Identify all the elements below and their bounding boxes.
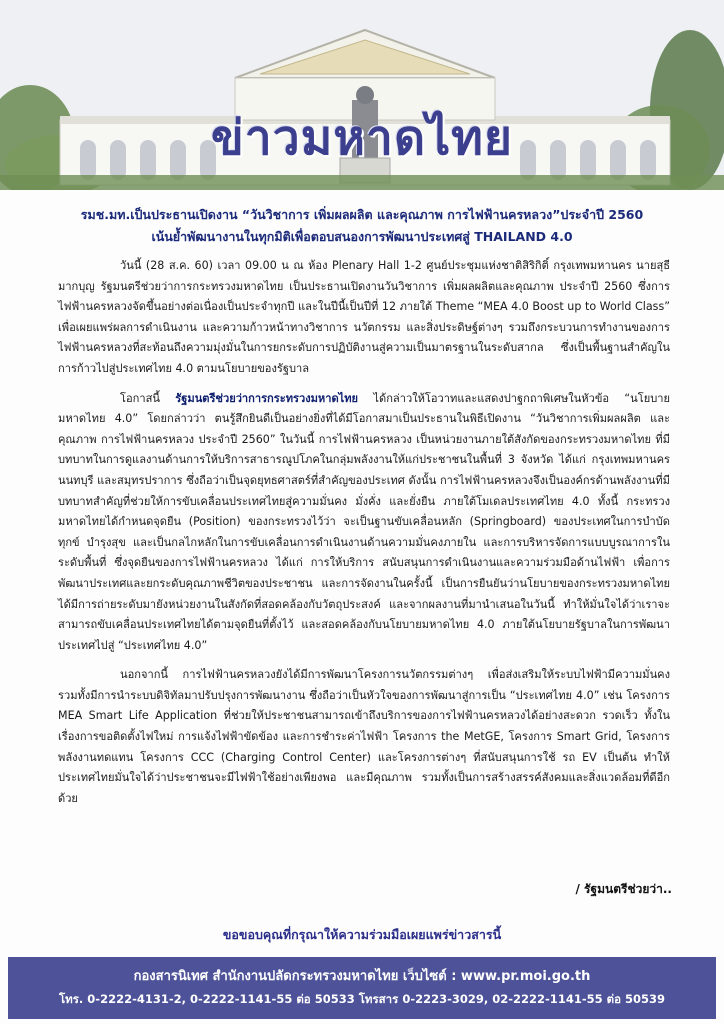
headline-line-2: เน้นย้ำพัฒนางานในทุกมิติเพื่อตอบสนองการพัฒนาประเทศสู่ THAILAND 4.0 bbox=[151, 229, 573, 244]
news-headline bbox=[30, 204, 694, 248]
paragraph-2-lead: โอกาสนี้ bbox=[120, 391, 176, 405]
paragraph-2 bbox=[58, 389, 670, 657]
footer-office-website: กองสารนิเทศ สำนักงานปลัดกระทรวงมหาดไทย เว็บไซต์ : www.pr.moi.go.th bbox=[133, 969, 591, 984]
headline-line-1: รมช.มท.เป็นประธานเปิดงาน “วันวิชาการ เพิ่มผลผลิต และคุณภาพ การไฟฟ้านครหลวง”ประจำปี 2560 bbox=[80, 207, 644, 222]
paragraph-2-emphasis: รัฐมนตรีช่วยว่าการกระทรวงมหาดไทย bbox=[175, 391, 359, 405]
paragraph-1: วันนี้ (28 ส.ค. 60) เวลา 09.00 น ณ ห้อง Plenary Hall 1-2 ศูนย์ประชุมแห่งชาติสิริกิติ์ กรุงเทพมหานคร นายสุธี มากบุญ รัฐมนตรีช่วยว่าการกระทรวงมหาดไทย เป็นประธานเปิดงานวันวิชาการ เพิ่มผลผลิตและคุณภาพ ประจำปี 2560 ซึ่งการไฟฟ้านครหลวงจัดขึ้นอย่างต่อเนื่องเป็นประจำทุกปี และในปีนี้เป็นปีที่ 12 ภายใต้ Theme “MEA 4.0 Boost up to World Class” เพื่อเผยแพร่ผลการดำเนินงาน และความก้าวหน้าทางวิชาการ นวัตกรรม และสิ่งประดิษฐ์ต่างๆ รวมถึงกระบวนการทำงานของการไฟฟ้านครหลวงที่สะท้อนถึงความมุ่งมั่นในการยกระดับการปฏิบัติงานสู่ความเป็นมาตรฐานในระดับสากล ซึ่งเป็นพื้นฐานสำคัญในการก้าวไปสู่ประเทศไทย 4.0 ตามนโยบายของรัฐบาล bbox=[58, 259, 670, 375]
signature-line: / รัฐมนตรีช่วยว่า.. bbox=[575, 882, 672, 896]
footer-bar bbox=[8, 957, 716, 1019]
header-banner-image bbox=[0, 0, 724, 190]
paragraph-2-text: ได้กล่าวให้โอวาทและแสดงปาฐกถาพิเศษในหัวข้อ “นโยบายมหาดไทย 4.0” โดยกล่าวว่า ตนรู้สึกยินดีเป็นอย่างยิ่งที่ได้มีโอกาสมาเป็นประธานในพิธีเปิดงาน “วันวิชาการเพิ่มผลผลิต และคุณภาพ การไฟฟ้านครหลวง ประจำปี 2560” ในวันนี้ การไฟฟ้านครหลวง เป็นหน่วยงานภายใต้สังกัดของกระทรวงมหาดไทย ที่มีบทบาทในการดูแลงานด้านการให้บริการสาธารณูปโภคในกลุ่มพลังงานให้แก่ประชาชนในพื้นที่ 3 จังหวัด ได้แก่ กรุงเทพมหานคร นนทบุรี และสมุทรปราการ ซึ่งถือว่าเป็นจุดยุทธศาสตร์ที่สำคัญของประเทศ ดังนั้น การไฟฟ้านครหลวงจึงเป็นองค์กรด้านพลังงานที่มีบทบาทสำคัญที่ช่วยให้การขับเคลื่อนประเทศไทยสู่ความมั่นคง มั่งคั่ง และยั่งยืน ภายใต้โมเดลประเทศไทย 4.0 ทั้งนี้ กระทรวงมหาดไทยได้กำหนดจุดยืน (Position) ของกระทรวงไว้ว่า จะเป็นฐานขับเคลื่อนหลัก (Springboard) ของประเทศในการบำบัดทุกข์ บำรุงสุข และเป็นกลไกหลักในการขับเคลื่อนการดำเนินงานด้านความมั่นคงภายใน และการบริหารจัดการแบบบูรณาการในระดับพื้นที่ ซึ่งจุดยืนของการไฟฟ้านครหลวง ได้แก่ การให้บริการ สนับสนุนการดำเนินงานและความร่วมมือด้านไฟฟ้า เพื่อการพัฒนาประเทศและยกระดับคุณภาพชีวิตของประชาชน และการจัดงานในครั้งนี้ เป็นการยืนยันว่านโยบายของกระทรวงมหาดไทยได้มีการถ่ายระดับมายังหน่วยงานในสังกัดที่สอดคล้องกับวัตถุประสงค์ และจากผลงานที่มานำเสนอในวันนี้ ทำให้มั่นใจได้ว่าเราจะสามารถขับเคลื่อนประเทศไทยได้ตามจุดยืนที่ตั้งไว้ และสอดคล้องกับนโยบายมหาดไทย 4.0 ภายใต้นโยบายรัฐบาลในการพัฒนาประเทศไปสู่ “ประเทศไทย 4.0” bbox=[58, 391, 670, 652]
paragraph-3: นอกจากนี้ การไฟฟ้านครหลวงยังได้มีการพัฒนาโครงการนวัตกรรมต่างๆ เพื่อส่งเสริมให้ระบบไฟฟ้ามีความมั่นคง รวมทั้งมีการนำระบบดิจิทัลมาปรับปรุงการพัฒนางาน ซึ่งถือว่าเป็นหัวใจของการพัฒนาสู่การเป็น “ประเทศไทย 4.0” เช่น โครงการ MEA Smart Life Application ที่ช่วยให้ประชาชนสามารถเข้าถึงบริการของการไฟฟ้านครหลวงได้อย่างสะดวก รวดเร็ว ทั้งในเรื่องการขอติดตั้งไฟใหม่ การแจ้งไฟฟ้าขัดข้อง และการชำระค่าไฟฟ้า โครงการ the MetGE, โครงการ Smart Grid, โครงการพลังงานทดแทน โครงการ CCC (Charging Control Center) และโครงการต่างๆ ที่สนับสนุนการใช้ รถ EV เป็นต้น ทำให้ประเทศไทยมั่นใจได้ว่าประชาชนจะมีไฟฟ้าใช้อย่างเพียงพอ และมีคุณภาพ รวมทั้งเป็นการสร้างสรรค์สังคมและสิ่งแวดล้อมที่ดีอีกด้วย bbox=[58, 668, 670, 805]
article-body bbox=[58, 256, 670, 818]
thanks-note: ขอขอบคุณที่กรุณาให้ความร่วมมือเผยแพร่ข่าวสารนี้ bbox=[222, 927, 502, 942]
masthead-title: ข่าวมหาดไทย bbox=[210, 110, 514, 166]
footer-contact-phones: โทร. 0-2222-4131-2, 0-2222-1141-55 ต่อ 50533 โทรสาร 0-2223-3029, 02-2222-1141-55 ต่อ 50539 bbox=[58, 992, 665, 1006]
